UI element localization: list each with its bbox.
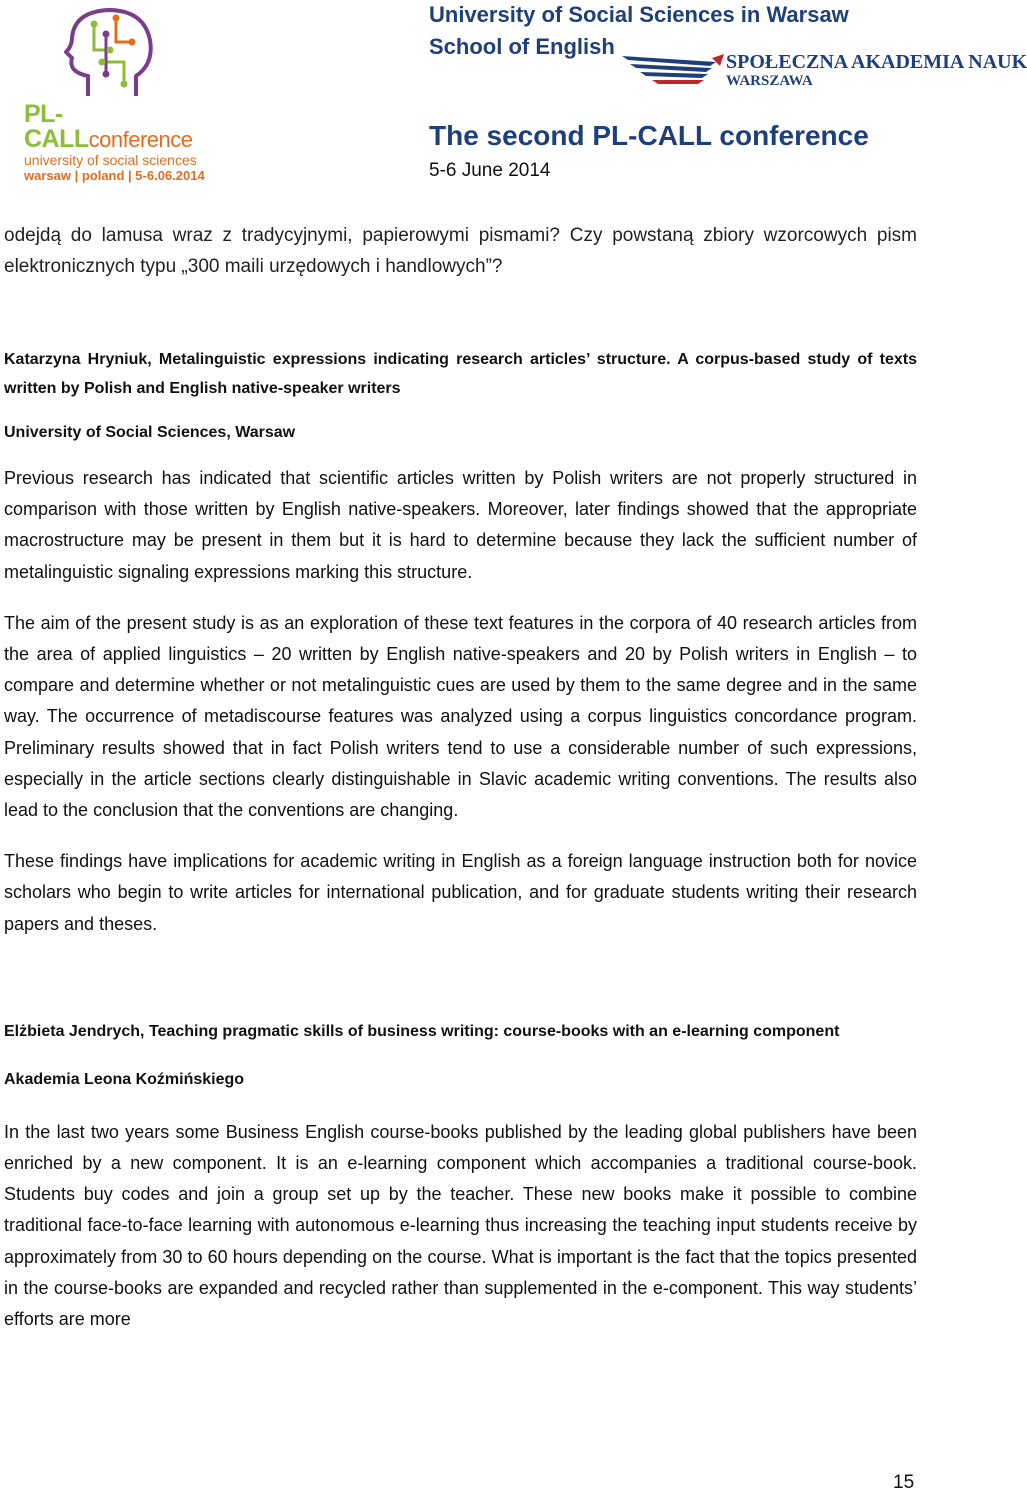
abstract-affiliation: Akademia Leona Koźmińskiego	[4, 1070, 245, 1088]
eagle-wing-icon	[620, 48, 724, 88]
abstract-paragraph: The aim of the present study is as an exploration of these text features in the corpora of 40 research articles from the area of applied linguistics – 20 written by English native-speakers and 20 by Polish writers in English – to compare and determine whether or not metalinguistic cues are used by them to the same degree and in the same way. The occurrence of metadiscourse features was analyzed using a corpus linguistics concordance program. Preliminary results showed that in fact Polish writers tend to use a considerable number of such expressions, especially in the article sections clearly distinguishable in Slavic academic writing conventions. The results also lead to the conclusion that the conventions are changing.	[4, 612, 917, 821]
intro-text: odejdą do lamusa wraz z tradycyjnymi, papierowymi pismami? Czy powstaną zbiory wzorcowych pism elektronicznych typu „300 maili urzędowych i handlowych”?	[4, 225, 917, 277]
conference-logo-text	[24, 102, 218, 182]
logo-dateline: warsaw | poland | 5-6.06.2014	[24, 168, 205, 183]
abstract-affiliation: University of Social Sciences, Warsaw	[4, 424, 296, 441]
san-logo	[620, 48, 1027, 98]
abstract-heading: Katarzyna Hryniuk, Metalinguistic expressions indicating research articles’ structure. A corpus-based study of texts written by Polish and English native-speaker writers	[4, 351, 917, 397]
document-body	[4, 220, 917, 1335]
abstract-heading: Elżbieta Jendrych, Teaching pragmatic skills of business writing: course-books with an e-learning component	[4, 1022, 840, 1040]
head-profile-icon	[58, 6, 168, 102]
abstract-paragraph: In the last two years some Business English course-books published by the leading global publishers have been enriched by a new component. It is an e-learning component which accompanies a traditional course-book. Students buy codes and join a group set up by the teacher. These new books make it possible to combine traditional face-to-face learning with autonomous e-learning thus increasing the teaching input students receive by approximately from 30 to 60 hours depending on the course. What is important is the fact that the topics presented in the course-books are expanded and recycled rather than supplemented in the e-component. This way students’ efforts are more	[4, 1121, 917, 1330]
logo-brand-suffix: conference	[88, 127, 193, 152]
page-number: 15	[893, 1472, 915, 1493]
san-name: SPOŁECZNA AKADEMIA NAUK	[726, 51, 1027, 73]
san-city: WARSZAWA	[726, 73, 813, 89]
conference-logo	[18, 6, 218, 183]
abstract-paragraph: These findings have implications for academic writing in English as a foreign language instruction both for novice scholars who begin to write articles for international publication, and for graduate students writing their research papers and theses.	[4, 851, 917, 934]
school-name: School of English	[429, 34, 615, 59]
logo-brand: PL-CALLconference	[24, 100, 193, 153]
logo-subtitle: university of social sciences	[24, 152, 197, 168]
conference-date: 5-6 June 2014	[429, 160, 551, 181]
conference-title: The second PL-CALL conference	[429, 120, 869, 151]
institution-name: University of Social Sciences in Warsaw	[429, 2, 849, 27]
abstract-paragraph: Previous research has indicated that scientific articles written by Polish writers are not properly structured in comparison with those written by English native-speakers. Moreover, later findings showed that the appropriate macrostructure may be present in them but it is hard to determine because they lack the sufficient number of metalinguistic signaling expressions marking this structure.	[4, 468, 917, 582]
